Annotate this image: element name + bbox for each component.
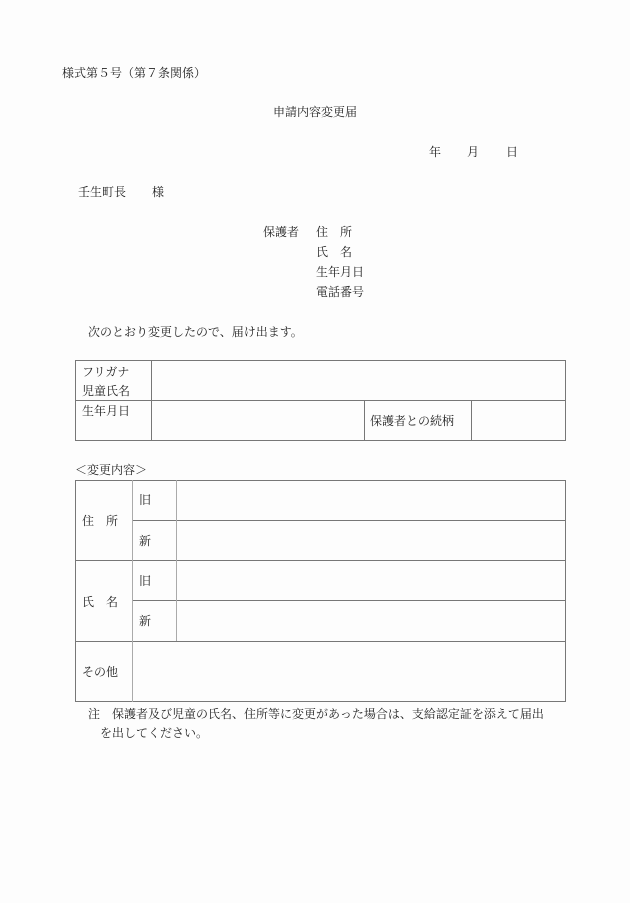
guardian-address-label: 住 所: [316, 225, 353, 239]
note-line-1: 注 保護者及び児童の氏名、住所等に変更があった場合は、支給認定証を添えて届出: [88, 707, 544, 721]
document-title: 申請内容変更届: [273, 105, 358, 119]
note-line-2: を出してください。: [100, 726, 209, 740]
change-address-label: 住 所: [82, 514, 119, 528]
child-birthdate-label: 生年月日: [82, 404, 131, 418]
change-name-new-label: 新: [139, 614, 152, 628]
guardian-phone-label: 電話番号: [316, 285, 365, 299]
relationship-label: 保護者との続柄: [370, 414, 455, 428]
change-address-old-label: 旧: [139, 493, 152, 507]
table-border: [75, 480, 76, 702]
new-address-field[interactable]: [177, 521, 565, 560]
table-border: [75, 440, 566, 441]
guardian-birthdate-label: 生年月日: [316, 265, 365, 279]
date-year-label: 年: [429, 145, 442, 159]
change-name-label: 氏 名: [82, 595, 119, 609]
guardian-label: 保護者: [263, 225, 300, 239]
addressee-honorific: 様: [152, 185, 165, 199]
change-address-new-label: 新: [139, 534, 152, 548]
table-border: [364, 400, 365, 441]
old-name-field[interactable]: [177, 561, 565, 600]
change-name-old-label: 旧: [139, 574, 152, 588]
other-changes-field[interactable]: [133, 642, 565, 701]
relationship-field[interactable]: [472, 401, 565, 440]
guardian-name-label: 氏 名: [316, 245, 353, 259]
form-number: 様式第５号（第７条関係）: [62, 66, 207, 80]
child-name-label: 児童氏名: [82, 384, 131, 398]
changes-heading: ＜変更内容＞: [75, 463, 148, 477]
new-name-field[interactable]: [177, 601, 565, 641]
intro-text: 次のとおり変更したので、届け出ます。: [88, 325, 303, 339]
old-address-field[interactable]: [177, 481, 565, 520]
change-other-label: その他: [82, 665, 119, 679]
table-border: [75, 360, 76, 441]
child-name-field[interactable]: [152, 361, 565, 400]
table-border: [565, 480, 566, 702]
furigana-label: フリガナ: [82, 365, 130, 379]
date-month-label: 月: [467, 145, 480, 159]
addressee: 壬生町長: [78, 185, 127, 199]
table-border: [75, 701, 566, 702]
date-day-label: 日: [506, 145, 519, 159]
child-birthdate-field[interactable]: [152, 401, 364, 440]
table-border: [565, 360, 566, 441]
